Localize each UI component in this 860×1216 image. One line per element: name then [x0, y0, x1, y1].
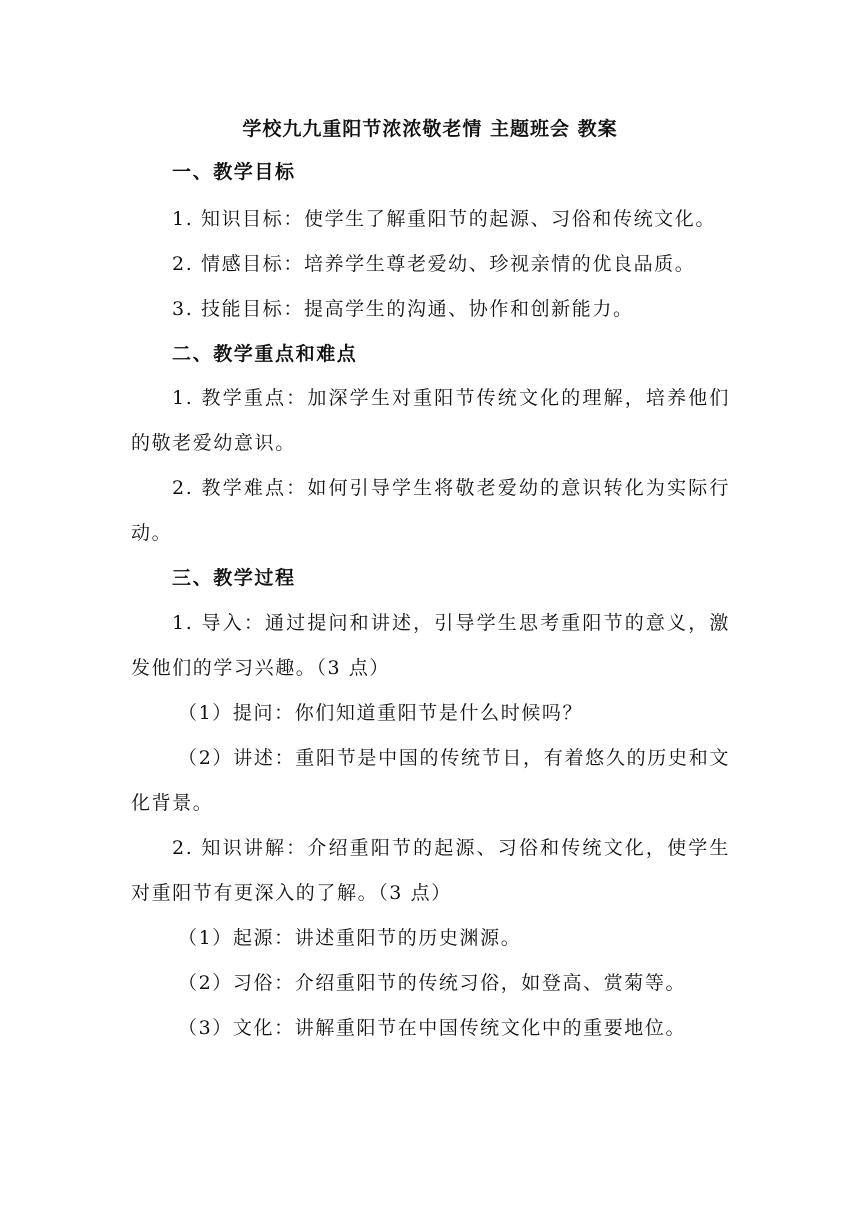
- process-step-continuation: 发他们的学习兴趣。（3 点）: [131, 657, 391, 679]
- process-substep: （1）起源：讲述重阳节的历史渊源。: [178, 927, 522, 949]
- key-point-item: 1. 教学重点：加深学生对重阳节传统文化的理解，培养他们: [172, 387, 730, 409]
- process-substep: （2）讲述：重阳节是中国的传统节日，有着悠久的历史和文: [178, 747, 730, 769]
- objective-item: 2. 情感目标：培养学生尊老爱幼、珍视亲情的优良品质。: [172, 253, 696, 275]
- objective-item: 3. 技能目标：提高学生的沟通、协作和创新能力。: [172, 298, 634, 320]
- section-heading-objectives: 一、教学目标: [172, 161, 296, 183]
- process-substep-continuation: 化背景。: [131, 792, 214, 814]
- document-title: 学校九九重阳节浓浓敬老情 主题班会 教案: [242, 118, 618, 140]
- process-substep: （2）习俗：介绍重阳节的传统习俗，如登高、赏菊等。: [178, 972, 687, 994]
- process-step-continuation: 对重阳节有更深入的了解。（3 点）: [131, 882, 452, 904]
- section-heading-key-points: 二、教学重点和难点: [172, 343, 358, 365]
- key-point-item: 2. 教学难点：如何引导学生将敬老爱幼的意识转化为实际行: [172, 477, 730, 499]
- process-substep: （1）提问：你们知道重阳节是什么时候吗？: [178, 702, 584, 724]
- process-substep: （3）文化：讲解重阳节在中国传统文化中的重要地位。: [178, 1017, 687, 1039]
- key-point-item-continuation: 动。: [131, 522, 173, 544]
- process-step: 2. 知识讲解：介绍重阳节的起源、习俗和传统文化，使学生: [172, 837, 730, 859]
- objective-item: 1. 知识目标：使学生了解重阳节的起源、习俗和传统文化。: [172, 208, 716, 230]
- section-heading-process: 三、教学过程: [172, 567, 296, 589]
- key-point-item-continuation: 的敬老爱幼意识。: [131, 432, 296, 454]
- process-step: 1. 导入：通过提问和讲述，引导学生思考重阳节的意义，激: [172, 612, 730, 634]
